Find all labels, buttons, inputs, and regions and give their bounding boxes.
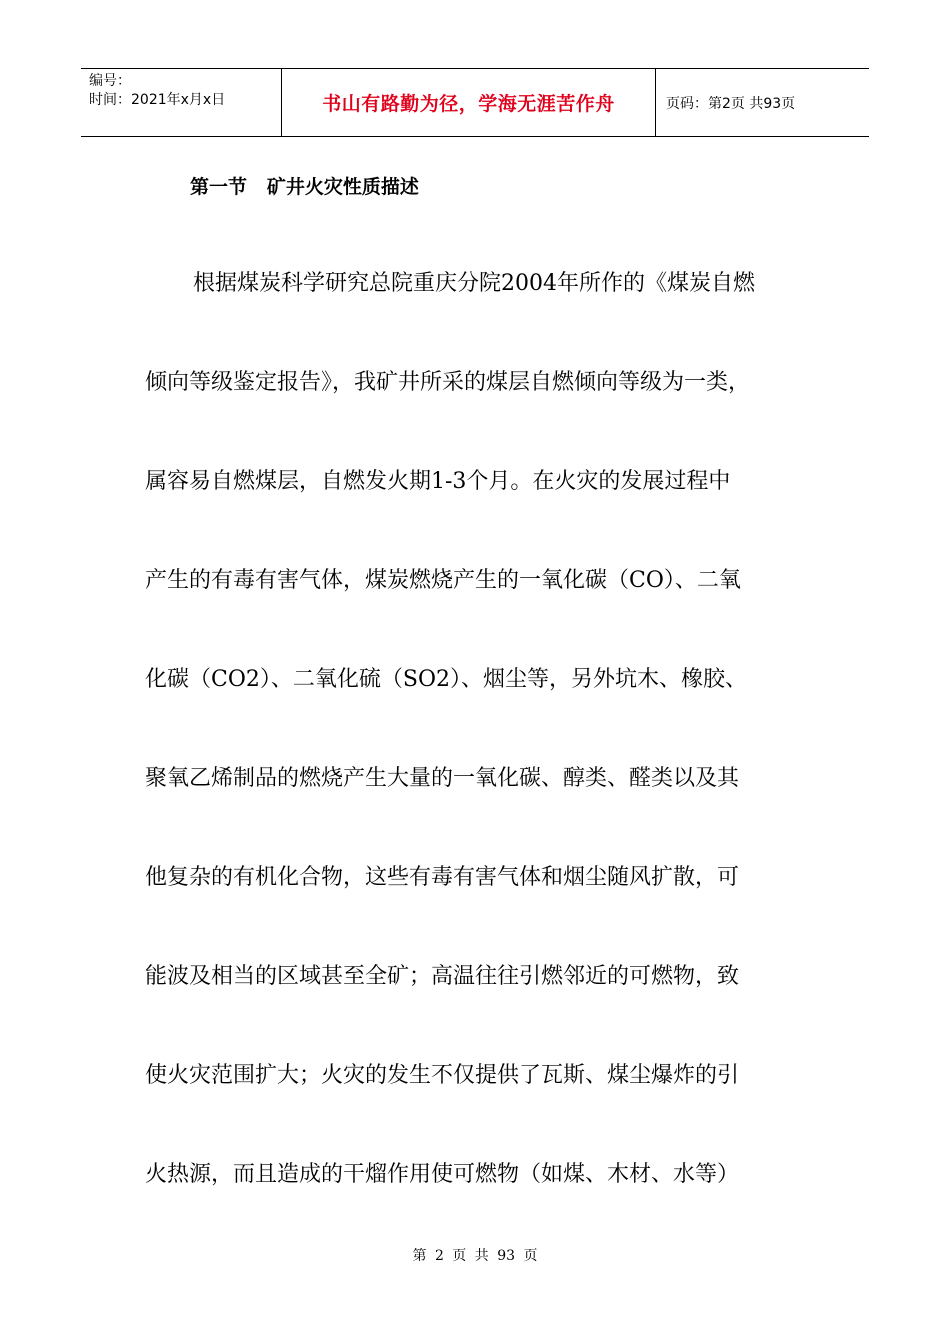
body-line: 聚氧乙烯制品的燃烧产生大量的一氧化碳、醇类、醛类以及其 — [145, 766, 740, 791]
header-motto-cell — [282, 69, 656, 136]
header-page-info: 页码：第2页 共93页 — [666, 95, 796, 112]
body-paragraph — [145, 263, 813, 1253]
header-motto: 书山有路勤为径，学海无涯苦作舟 — [322, 93, 615, 115]
body-line: 火热源，而且造成的干熘作用使可燃物（如煤、木材、水等） — [145, 1162, 740, 1187]
body-line: 属容易自燃煤层，自燃发火期1-3个月。在火灾的发展过程中 — [145, 469, 731, 494]
page-footer: 第 2 页 共 93 页 — [412, 1248, 538, 1264]
header-meta-cell — [81, 69, 282, 136]
body-line: 倾向等级鉴定报告》，我矿井所采的煤层自燃倾向等级为一类， — [145, 370, 751, 395]
body-line: 产生的有毒有害气体，煤炭燃烧产生的一氧化碳（CO）、二氧 — [145, 568, 741, 593]
body-line: 他复杂的有机化合物，这些有毒有害气体和烟尘随风扩散，可 — [145, 865, 740, 890]
body-line: 根据煤炭科学研究总院重庆分院2004年所作的《煤炭自燃 — [193, 271, 755, 296]
page-header — [81, 68, 869, 137]
section-title: 第一节 矿井火灾性质描述 — [190, 176, 419, 198]
document-number-label: 编号： — [89, 73, 131, 89]
document-date: 时间：2021年x月x日 — [89, 92, 226, 108]
body-line: 能波及相当的区域甚至全矿；高温往往引燃邻近的可燃物，致 — [145, 964, 740, 989]
header-page-cell — [656, 69, 869, 136]
body-line: 使火灾范围扩大；火灾的发生不仅提供了瓦斯、煤尘爆炸的引 — [145, 1063, 740, 1088]
body-line: 化碳（CO2）、二氧化硫（SO2）、烟尘等，另外坑木、橡胶、 — [145, 667, 747, 692]
